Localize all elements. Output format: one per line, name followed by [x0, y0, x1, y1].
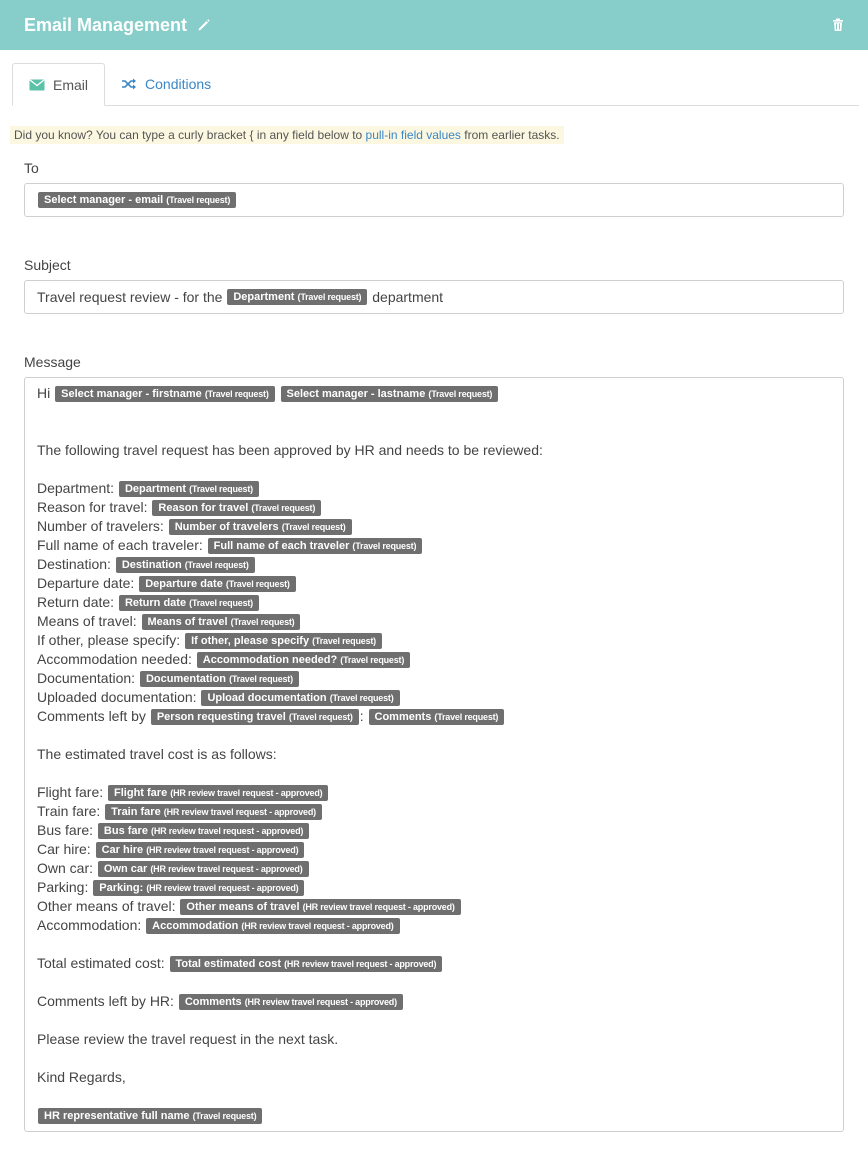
field-chip[interactable]	[185, 633, 382, 649]
hint-text-before: Did you know? You can type a curly bracket { in any field below to	[14, 128, 366, 142]
field-chip[interactable]	[105, 804, 322, 820]
chip-source: (Travel request)	[312, 636, 376, 646]
tab-email[interactable]	[12, 63, 105, 106]
chip-name: Full name of each traveler	[213, 540, 350, 552]
chip-source: (HR review travel request - approved)	[284, 959, 437, 969]
chip-source: (Travel request)	[434, 712, 499, 722]
detail-label: Destination:	[37, 556, 111, 572]
field-chip[interactable]	[281, 386, 499, 402]
cost-line	[37, 783, 831, 802]
field-chip[interactable]	[98, 823, 309, 839]
chip-name: Bus fare	[103, 825, 148, 837]
to-field[interactable]	[24, 183, 844, 217]
chip-source: (Travel request)	[184, 560, 249, 570]
cost-line	[37, 840, 831, 859]
detail-label: Uploaded documentation:	[37, 689, 197, 705]
chip-name: Parking:	[99, 882, 144, 894]
chip-name: Train fare	[111, 806, 161, 818]
comments-line	[37, 707, 831, 726]
detail-line	[37, 498, 831, 517]
field-chip[interactable]	[227, 289, 367, 305]
cost-label: Other means of travel:	[37, 898, 176, 914]
detail-line	[37, 593, 831, 612]
cost-label: Car hire:	[37, 841, 91, 857]
chip-name: Reason for travel	[158, 502, 249, 514]
detail-label: Reason for travel:	[37, 499, 148, 515]
app-header	[0, 0, 868, 50]
chip-name: Upload documentation	[207, 692, 327, 704]
cost-line	[37, 878, 831, 897]
envelope-icon	[29, 79, 45, 91]
cost-line	[37, 859, 831, 878]
total-cost-line	[37, 954, 831, 973]
field-chip[interactable]	[208, 538, 423, 554]
page-title: Email Management	[24, 14, 188, 35]
cost-label: Accommodation:	[37, 917, 142, 933]
detail-line	[37, 688, 831, 707]
detail-line	[37, 479, 831, 498]
message-editor[interactable]	[24, 377, 844, 1132]
chip-source: (HR review travel request - approved)	[150, 864, 303, 874]
detail-line	[37, 631, 831, 650]
detail-label: Comments left by	[37, 708, 146, 724]
cost-intro-line: The estimated travel cost is as follows:	[37, 746, 277, 762]
to-label: To	[24, 160, 39, 176]
tab-conditions[interactable]	[105, 63, 227, 105]
chip-source: (HR review travel request - approved)	[170, 788, 323, 798]
delete-trash-icon[interactable]	[832, 18, 844, 32]
field-chip[interactable]	[119, 595, 259, 611]
tab-bar	[12, 64, 859, 106]
field-chip[interactable]	[139, 576, 296, 592]
detail-line	[37, 612, 831, 631]
total-label: Total estimated cost:	[37, 955, 165, 971]
detail-label: Full name of each traveler:	[37, 537, 203, 553]
chip-source: (Travel request)	[340, 655, 405, 665]
field-chip[interactable]	[38, 1108, 262, 1124]
chip-source: (HR review travel request - approved)	[241, 921, 394, 931]
field-chip[interactable]	[369, 709, 505, 725]
chip-source: (Travel request)	[352, 541, 417, 551]
field-chip[interactable]	[38, 192, 236, 208]
chip-source: (Travel request)	[251, 503, 316, 513]
detail-label: Department:	[37, 480, 115, 496]
cost-label: Flight fare:	[37, 784, 104, 800]
cost-line	[37, 897, 831, 916]
field-chip[interactable]	[151, 709, 359, 725]
cost-line	[37, 802, 831, 821]
tab-conditions-label: Conditions	[145, 76, 212, 92]
subject-text-after: department	[372, 289, 444, 305]
field-chip[interactable]	[93, 880, 304, 896]
chip-source: (HR review travel request - approved)	[151, 826, 304, 836]
chip-name: Other means of travel	[186, 901, 300, 913]
chip-source: (Travel request)	[230, 617, 295, 627]
greeting-text: Hi	[37, 385, 51, 401]
field-chip[interactable]	[146, 918, 399, 934]
chip-name: Comments	[374, 711, 432, 723]
chip-source: (Travel request)	[225, 579, 290, 589]
cost-line	[37, 821, 831, 840]
chip-source: (HR review travel request - approved)	[244, 997, 397, 1007]
detail-line	[37, 555, 831, 574]
field-chip[interactable]	[119, 481, 259, 497]
intro-line: The following travel request has been approved by HR and needs to be reviewed:	[37, 442, 543, 458]
cost-line	[37, 916, 831, 935]
chip-name: Department	[124, 483, 187, 495]
review-note-line: Please review the travel request in the next task.	[37, 1031, 339, 1047]
chip-name: Department	[233, 291, 295, 303]
chip-name: Documentation	[145, 673, 227, 685]
field-chip[interactable]	[142, 614, 301, 630]
field-values-hint	[10, 126, 564, 144]
chip-source: (Travel request)	[297, 292, 362, 302]
chip-name: Own car	[103, 863, 148, 875]
edit-title-pencil-icon[interactable]	[197, 18, 211, 32]
subject-label: Subject	[24, 257, 71, 273]
chip-source: (Travel request)	[189, 598, 253, 608]
tab-email-label: Email	[53, 76, 89, 93]
field-chip[interactable]	[201, 690, 399, 706]
closing-line: Kind Regards,	[37, 1069, 126, 1085]
chip-source: (Travel request)	[229, 674, 293, 684]
chip-name: Select manager - email	[44, 194, 164, 206]
field-chip[interactable]	[108, 785, 328, 801]
field-chip[interactable]	[170, 956, 443, 972]
field-chip[interactable]	[169, 519, 352, 535]
chip-source: (Travel request)	[166, 195, 231, 205]
chip-source: (HR review travel request - approved)	[146, 883, 299, 893]
detail-line	[37, 650, 831, 669]
detail-line	[37, 517, 831, 536]
detail-line	[37, 574, 831, 593]
cost-label: Own car:	[37, 860, 94, 876]
field-chip[interactable]	[140, 671, 299, 687]
chip-name: Number of travelers	[174, 521, 279, 533]
detail-label: Accommodation needed:	[37, 651, 192, 667]
signature-line	[37, 1106, 831, 1125]
chip-name: Person requesting travel	[156, 711, 286, 723]
detail-label: If other, please specify:	[37, 632, 181, 648]
chip-name: Comments	[184, 996, 242, 1008]
detail-label: Documentation:	[37, 670, 136, 686]
chip-source: (Travel request)	[329, 693, 394, 703]
chip-name: HR representative full name	[44, 1110, 190, 1122]
cost-label: Train fare:	[37, 803, 101, 819]
hr-comments-line	[37, 992, 831, 1011]
comments-separator: :	[359, 708, 364, 724]
chip-name: Car hire	[101, 844, 144, 856]
chip-source: (Travel request)	[428, 389, 493, 399]
detail-line	[37, 669, 831, 688]
cost-label: Bus fare:	[37, 822, 94, 838]
subject-field[interactable]	[24, 280, 844, 314]
hint-text-after: from earlier tasks.	[460, 128, 560, 142]
field-chip[interactable]	[197, 652, 410, 668]
chip-name: Total estimated cost	[175, 958, 282, 970]
field-chip[interactable]	[116, 557, 255, 573]
field-chip[interactable]	[96, 842, 305, 858]
chip-source: (Travel request)	[189, 484, 253, 494]
hr-comments-label: Comments left by HR:	[37, 993, 174, 1009]
detail-line	[37, 536, 831, 555]
field-chip[interactable]	[98, 861, 309, 877]
detail-label: Number of travelers:	[37, 518, 164, 534]
field-chip[interactable]	[179, 994, 403, 1010]
detail-label: Return date:	[37, 594, 115, 610]
pull-in-field-values-link[interactable]: pull-in field values	[365, 128, 461, 142]
chip-name: Accommodation	[152, 920, 239, 932]
message-label: Message	[24, 354, 81, 370]
chip-source: (Travel request)	[281, 522, 346, 532]
chip-name: Accommodation needed?	[202, 654, 338, 666]
chip-source: (HR review travel request - approved)	[163, 807, 316, 817]
detail-label: Means of travel:	[37, 613, 137, 629]
chip-name: Departure date	[145, 578, 223, 590]
greeting-line	[37, 384, 831, 403]
chip-source: (Travel request)	[192, 1111, 257, 1121]
chip-name: Select manager - firstname	[61, 388, 202, 400]
chip-source: (Travel request)	[288, 712, 353, 722]
chip-name: Return date	[124, 597, 187, 609]
field-chip[interactable]	[55, 386, 275, 402]
shuffle-icon	[121, 78, 137, 90]
chip-name: Destination	[121, 559, 182, 571]
field-chip[interactable]	[152, 500, 321, 516]
chip-name: Select manager - lastname	[286, 388, 426, 400]
chip-source: (HR review travel request - approved)	[146, 845, 299, 855]
detail-label: Departure date:	[37, 575, 135, 591]
chip-source: (HR review travel request - approved)	[302, 902, 455, 912]
chip-name: Means of travel	[147, 616, 228, 628]
field-chip[interactable]	[180, 899, 460, 915]
chip-name: Flight fare	[114, 787, 168, 799]
chip-source: (Travel request)	[204, 389, 269, 399]
subject-text-before: Travel request review - for the	[37, 289, 223, 305]
cost-label: Parking:	[37, 879, 89, 895]
chip-name: If other, please specify	[191, 635, 310, 647]
